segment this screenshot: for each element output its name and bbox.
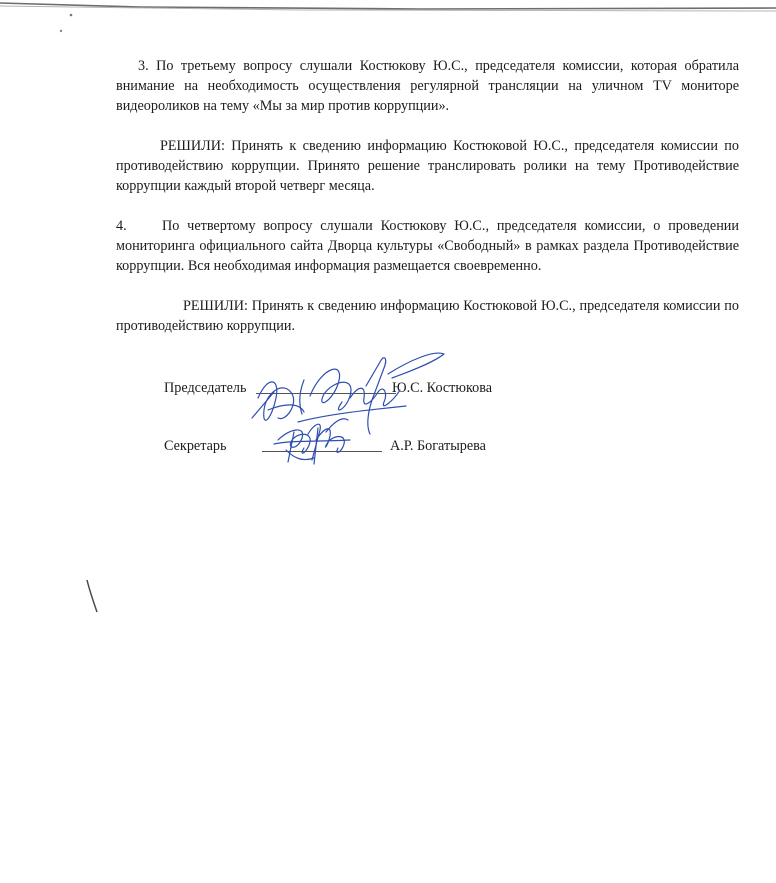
- document-body: [116, 56, 739, 336]
- scan-mark: [85, 578, 101, 618]
- chair-role: Председатель: [164, 380, 247, 396]
- scan-dot: [68, 12, 74, 18]
- paragraph-item-4: [116, 216, 739, 276]
- signature-underline: [262, 451, 382, 452]
- signature-underline: [256, 393, 396, 394]
- paragraph-text: По четвертому вопросу слушали Костюкову Ю.С., председателя комиссии, о проведении мониторинга официального сайта Дворца культуры «Свободный» в рамках раздела Противодействие коррупции. Вся необходимая информация размещается своевременно.: [116, 218, 739, 274]
- scan-top-edge: [0, 0, 776, 14]
- secretary-name: А.Р. Богатырева: [390, 438, 486, 454]
- secretary-role: Секретарь: [164, 438, 227, 454]
- item-number: 4.: [116, 218, 127, 234]
- chair-name: Ю.С. Костюкова: [392, 380, 493, 396]
- scan-dot: [58, 28, 64, 34]
- secretary-handwritten-signature: [268, 410, 358, 470]
- decision-item-4: РЕШИЛИ: Принять к сведению информацию Костюковой Ю.С., председателя комиссии по противодействию коррупции.: [116, 298, 739, 334]
- decision-item-3: РЕШИЛИ: Принять к сведению информацию Костюковой Ю.С., председателя комиссии по противодействию коррупции. Принято решение транслировать ролики на тему Противодействие коррупции каждый второй четверг месяца.: [116, 138, 739, 194]
- paragraph-item-3: 3. По третьему вопросу слушали Костюкову Ю.С., председателя комиссии, которая обратила внимание на необходимость осуществления регулярной трансляции на уличном TV мониторе видеороликов на тему «Мы за мир против коррупции».: [116, 58, 739, 114]
